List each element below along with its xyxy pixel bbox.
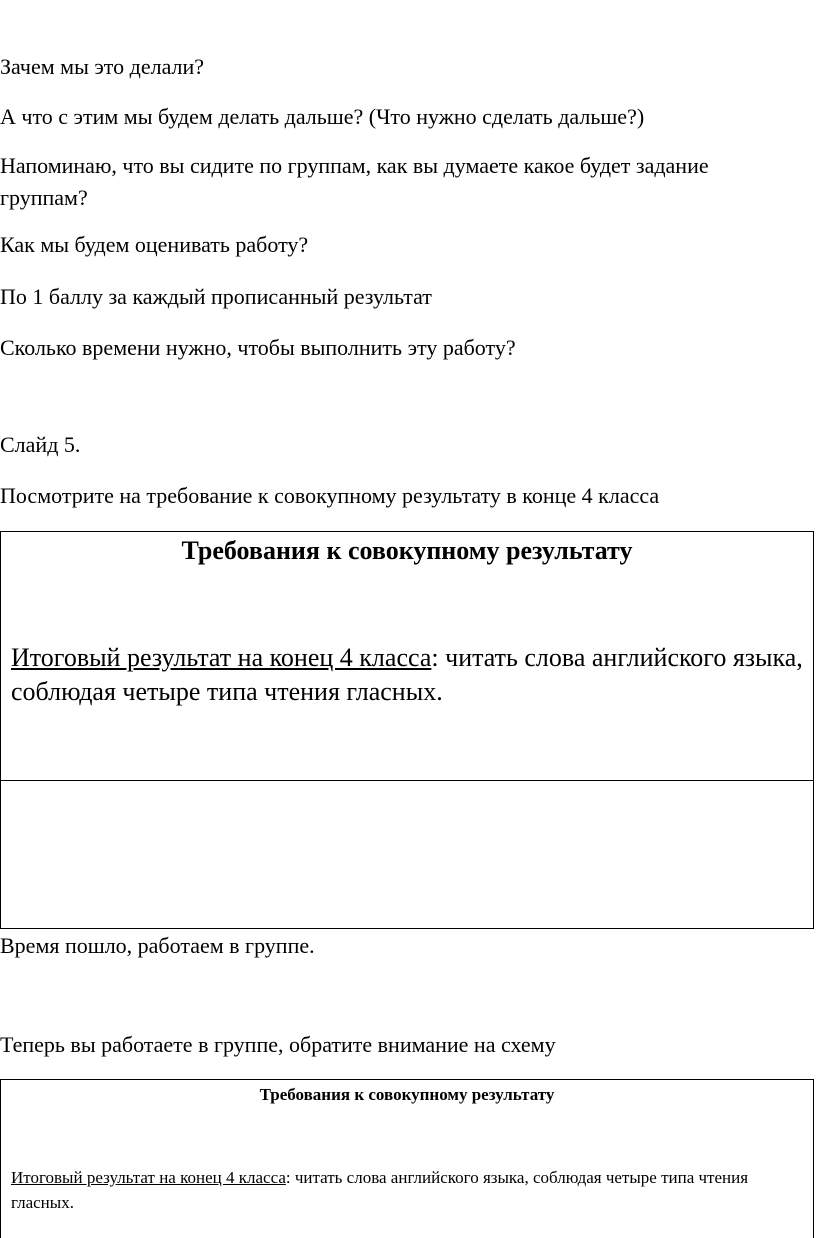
requirements-title-large: Требования к совокупному результату <box>181 536 633 565</box>
time-started-note: Время пошло, работаем в группе. <box>0 933 315 958</box>
evaluation-rule: По 1 баллу за каждый прописанный результат <box>0 284 432 309</box>
question-what-next: А что с этим мы будем делать дальше? (Что нужно сделать дальше?) <box>0 104 645 129</box>
question-evaluation: Как мы будем оценивать работу? <box>0 232 309 257</box>
instruction-look-scheme: Теперь вы работаете в группе, обратите внимание на схему <box>0 1032 556 1057</box>
final-result-description-small: : читать слова английского языка, соблюдая четыре типа чтения гласных. <box>11 1168 749 1212</box>
final-result-label-large: Итоговый результат на конец 4 класса <box>11 643 432 672</box>
question-group-task: Напоминаю, что вы сидите по группам, как вы думаете какое будет задание группам? <box>0 153 709 210</box>
requirements-table-large-row2 <box>1 781 813 928</box>
question-why: Зачем мы это делали? <box>0 54 205 79</box>
requirements-table-large-row1 <box>1 532 813 781</box>
slide-number: Слайд 5. <box>0 432 81 457</box>
requirements-table-small <box>0 1079 814 1238</box>
final-result-text-small <box>11 1165 806 1215</box>
final-result-text-large <box>11 641 806 709</box>
final-result-label-small: Итоговый результат на конец 4 класса <box>11 1168 286 1187</box>
requirements-title-small: Требования к совокупному результату <box>259 1085 555 1104</box>
question-time: Сколько времени нужно, чтобы выполнить эту работу? <box>0 335 516 360</box>
final-result-description-large: : читать слова английского языка, соблюдая четыре типа чтения гласных. <box>11 643 803 706</box>
instruction-look-requirement: Посмотрите на требование к совокупному результату в конце 4 класса <box>0 483 660 508</box>
requirements-table-large <box>0 531 814 929</box>
